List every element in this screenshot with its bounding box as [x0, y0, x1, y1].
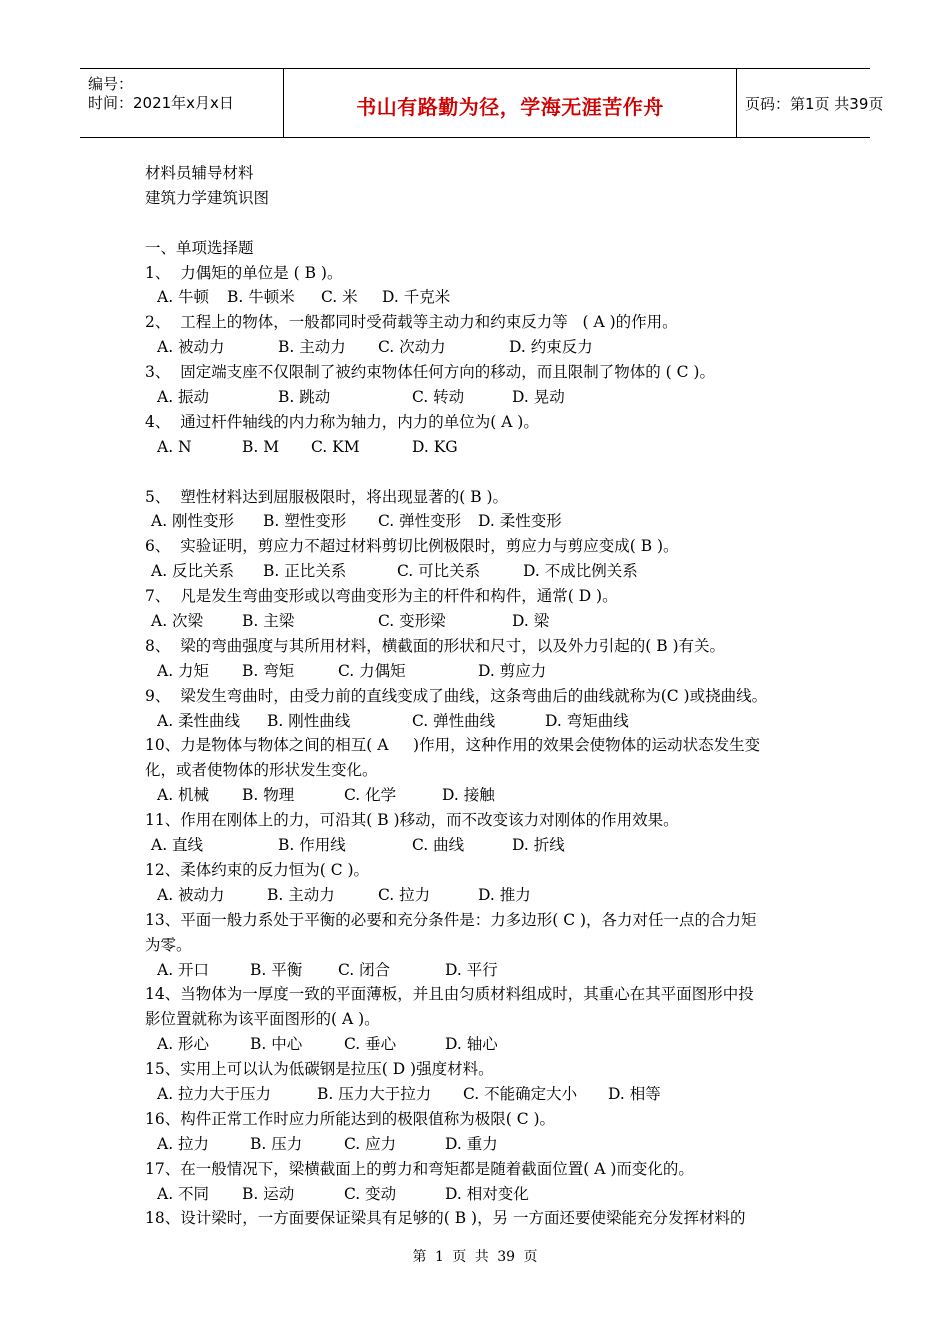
option-a: A. 被动力: [157, 338, 225, 357]
option-d: D. 重力: [445, 1134, 498, 1153]
option-a: A. 反比关系: [151, 562, 235, 581]
question-text: 5、 塑性材料达到屈服极限时，将出现显著的( B )。: [145, 487, 509, 506]
option-d: D. 推力: [478, 885, 531, 904]
options-row: [145, 833, 815, 858]
option-a: A. 振动: [157, 388, 210, 407]
option-d: D. 弯矩曲线: [545, 711, 629, 730]
option-a: A. 不同: [157, 1184, 210, 1203]
option-d: D. 约束反力: [509, 338, 593, 357]
options-row: [145, 335, 815, 360]
option-b: B. 弯矩: [242, 661, 295, 680]
question-text: 1、 力偶矩的单位是 ( B )。: [145, 263, 343, 282]
option-d: D. KG: [412, 437, 458, 456]
option-b: B. 平衡: [250, 960, 303, 979]
option-a: A. 开口: [157, 960, 210, 979]
option-c: C. 力偶矩: [338, 661, 406, 680]
option-b: B. 运动: [242, 1184, 295, 1203]
option-b: B. M: [242, 437, 280, 456]
question-text: 15、实用上可以认为低碳钢是拉压( D )强度材料。: [145, 1060, 494, 1079]
question-text: 11、作用在刚体上的力，可沿其( B )移动，而不改变该力对刚体的作用效果。: [145, 811, 679, 830]
option-a: A. 被动力: [157, 885, 225, 904]
option-b: B. 压力: [250, 1134, 303, 1153]
option-c: C. 次动力: [378, 338, 446, 357]
option-c: C. 曲线: [412, 836, 465, 855]
option-d: D. 接触: [442, 786, 495, 805]
question-text-continued: 为零。: [145, 935, 192, 954]
option-a: A. 形心: [157, 1035, 210, 1054]
option-c: C. 变形梁: [378, 612, 446, 631]
option-c: C. 弹性变形: [378, 512, 462, 531]
option-a: A. 拉力大于压力: [157, 1084, 272, 1103]
question-text: 7、 凡是发生弯曲变形或以弯曲变形为主的杆件和构件，通常( D )。: [145, 587, 618, 606]
option-a: A. 柔性曲线: [157, 711, 241, 730]
motto: 书山有路勤为径，学海无涯苦作舟: [356, 95, 664, 119]
time-label: 时间：2021年x月x日: [88, 94, 234, 112]
option-a: A. 牛顿: [157, 288, 210, 307]
option-b: B. 牛顿米: [227, 288, 295, 307]
option-b: B. 作用线: [278, 836, 346, 855]
section-heading: 一、单项选择题: [145, 238, 254, 257]
options-row: [145, 1032, 815, 1057]
option-d: D. 千克米: [382, 288, 451, 307]
page-footer: 第 1 页 共 39 页: [412, 1249, 538, 1265]
option-a: A. 刚性变形: [151, 512, 235, 531]
header-motto-cell: [283, 69, 737, 137]
options-row: [145, 1132, 815, 1157]
question-text: 2、 工程上的物体，一般都同时受荷载等主动力和约束反力等 ( A )的作用。: [145, 313, 678, 332]
question-text: 10、力是物体与物体之间的相互( A )作用，这种作用的效果会使物体的运动状态发生变: [145, 736, 761, 755]
page-label: 页码：第1页 共39页: [745, 95, 884, 113]
options-row: [145, 435, 815, 460]
option-c: C. 变动: [344, 1184, 397, 1203]
option-b: B. 正比关系: [263, 562, 347, 581]
question-text: 13、平面一般力系处于平衡的必要和充分条件是：力多边形( C )，各力对任一点的合力矩: [145, 910, 757, 929]
option-c: C. 转动: [412, 388, 465, 407]
doc-title-2: 建筑力学建筑识图: [145, 188, 270, 207]
question-text: 12、柔体约束的反力恒为( C )。: [145, 860, 370, 879]
options-row: [145, 1082, 815, 1107]
option-d: D. 轴心: [445, 1035, 498, 1054]
option-d: D. 不成比例关系: [523, 562, 638, 581]
options-row: [145, 609, 815, 634]
option-b: B. 主动力: [278, 338, 346, 357]
blank-line: [145, 460, 815, 485]
option-c: C. 弹性曲线: [412, 711, 496, 730]
option-b: B. 物理: [242, 786, 295, 805]
option-a: A. 拉力: [157, 1134, 210, 1153]
option-d: D. 晃动: [512, 388, 565, 407]
option-c: C. 化学: [344, 786, 397, 805]
option-b: B. 跳动: [278, 388, 331, 407]
options-row: [145, 958, 815, 983]
question-list: [145, 261, 815, 1232]
option-d: D. 梁: [512, 612, 550, 631]
option-a: A. 直线: [151, 836, 204, 855]
option-d: D. 柔性变形: [478, 512, 562, 531]
option-a: A. 力矩: [157, 661, 210, 680]
options-row: [145, 783, 815, 808]
option-c: C. 垂心: [344, 1035, 397, 1054]
question-text: 3、 固定端支座不仅限制了被约束物体任何方向的移动，而且限制了物体的 ( C )。: [145, 363, 715, 382]
options-row: [145, 709, 815, 734]
question-text-continued: 影位置就称为该平面图形的( A )。: [145, 1010, 380, 1029]
option-b: B. 刚性曲线: [267, 711, 351, 730]
option-d: D. 相对变化: [445, 1184, 529, 1203]
option-c: C. 米: [321, 288, 358, 307]
page-header: [80, 68, 884, 138]
option-b: B. 压力大于拉力: [317, 1084, 432, 1103]
options-row: [145, 285, 815, 310]
question-text-continued: 化，或者使物体的形状发生变化。: [145, 761, 378, 780]
option-c: C. 可比关系: [397, 562, 481, 581]
question-text: 6、 实验证明，剪应力不超过材料剪切比例极限时，剪应力与剪应变成( B )。: [145, 537, 679, 556]
question-text: 16、构件正常工作时应力所能达到的极限值称为极限( C )。: [145, 1109, 556, 1128]
option-b: B. 主梁: [242, 612, 295, 631]
document-body: [145, 161, 815, 1231]
header-page-cell: [735, 69, 884, 137]
option-c: C. 拉力: [378, 885, 431, 904]
option-c: C. 不能确定大小: [463, 1084, 578, 1103]
doc-title-1: 材料员辅导材料: [145, 164, 254, 182]
option-a: A. N: [157, 437, 192, 456]
question-text: 4、 通过杆件轴线的内力称为轴力，内力的单位为( A )。: [145, 412, 539, 431]
question-text: 9、 梁发生弯曲时，由受力前的直线变成了曲线，这条弯曲后的曲线就称为(C )或挠曲线。: [145, 686, 768, 705]
header-info-cell: [80, 69, 283, 137]
option-d: D. 剪应力: [478, 661, 547, 680]
question-text: 18、设计梁时，一方面要保证梁具有足够的( B )，另 一方面还要使梁能充分发挥材料的: [145, 1209, 746, 1228]
option-b: B. 塑性变形: [263, 512, 347, 531]
options-row: [145, 883, 815, 908]
blank-line: [145, 211, 815, 236]
option-c: C. KM: [311, 437, 360, 456]
options-row: [145, 1182, 815, 1207]
option-b: B. 中心: [250, 1035, 303, 1054]
option-d: D. 相等: [608, 1084, 661, 1103]
option-c: C. 闭合: [338, 960, 391, 979]
option-b: B. 主动力: [267, 885, 335, 904]
options-row: [145, 385, 815, 410]
option-d: D. 折线: [512, 836, 565, 855]
option-a: A. 机械: [157, 786, 210, 805]
option-c: C. 应力: [344, 1134, 397, 1153]
question-text: 8、 梁的弯曲强度与其所用材料，横截面的形状和尺寸，以及外力引起的( B )有关。: [145, 636, 726, 655]
serial-label: 编号：: [88, 75, 134, 93]
option-d: D. 平行: [445, 960, 498, 979]
options-row: [145, 559, 815, 584]
options-row: [145, 659, 815, 684]
options-row: [145, 509, 815, 534]
option-a: A. 次梁: [151, 612, 204, 631]
question-text: 17、在一般情况下，梁横截面上的剪力和弯矩都是随着截面位置( A )而变化的。: [145, 1159, 694, 1178]
question-text: 14、当物体为一厚度一致的平面薄板，并且由匀质材料组成时，其重心在其平面图形中投: [145, 985, 754, 1004]
